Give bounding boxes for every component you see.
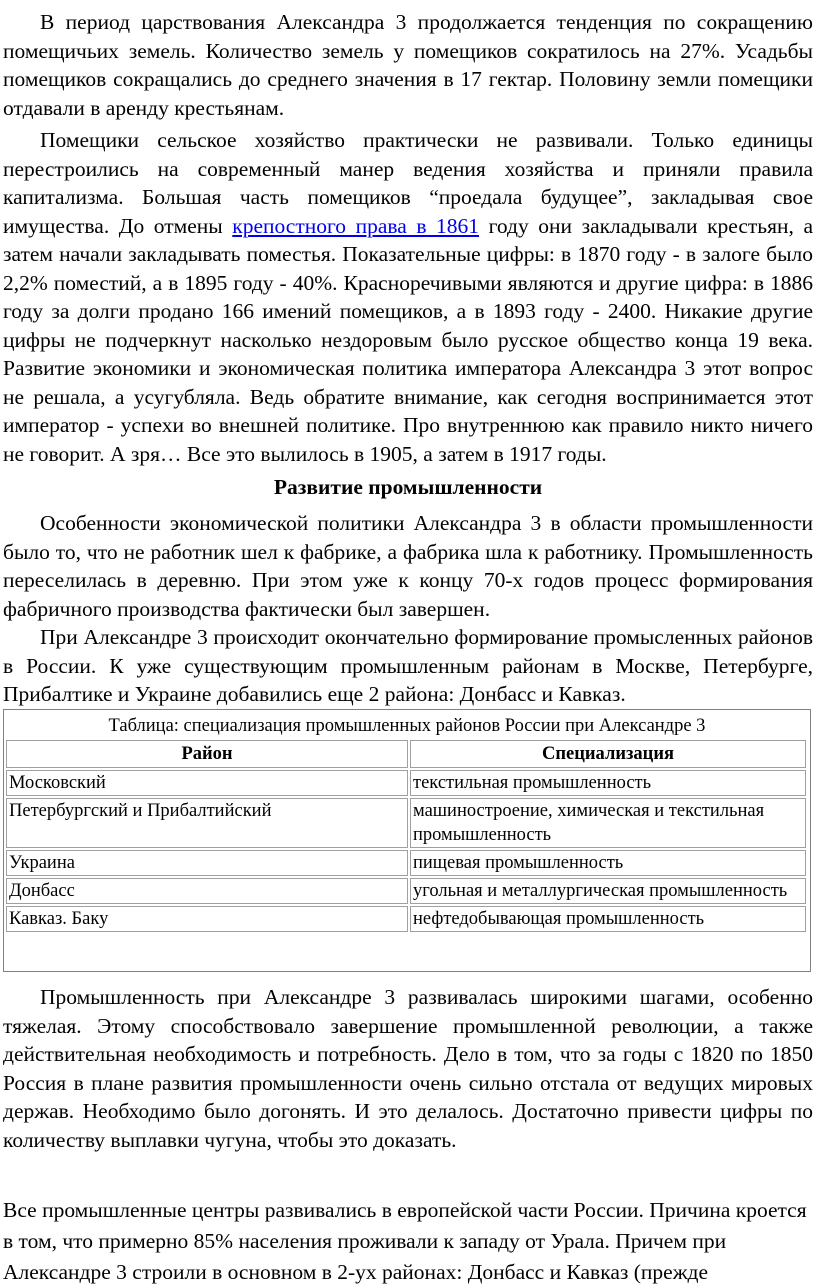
table-row: [6, 906, 806, 932]
table-row: [6, 770, 806, 796]
table-row: [6, 878, 806, 904]
paragraph-heavy-industry: Промышленность при Александре 3 развивалась широкими шагами, особенно тяжелая. Этому способствовало завершение промышленной революции, а также действительная необходимость и потребность. Дело в том, что за годы с 1820 по 1850 Россия в плане развития промышленности очень сильно отстала от ведущих мировых держав. Необходимо было догонять. И это делалось. Достаточно привести цифры по количеству выплавки чугуна, чтобы это доказать.: [3, 985, 813, 1152]
paragraph-industry-policy: Особенности экономической политики Александра 3 в области промышленности было то, что не работник шел к фабрике, а фабрика шла к работнику. Промышленность переселилась в деревню. При этом уже к концу 70-х годов процесс формирования фабричного производства фактически был завершен.: [3, 511, 813, 621]
table-cell: Московский: [6, 770, 408, 796]
column-header-region: Район: [6, 740, 408, 768]
paragraph-text: Помещики сельское хозяйство практически не развивали. Только единицы перестроились на современный манер ведения хозяйства и приняли правила капитализма. Большая часть помещиков “проедала будущее”, закладывая свое имущества. До отмены: [3, 128, 813, 238]
table-cell: текстильная промышленность: [410, 770, 806, 796]
table-cell: Украина: [6, 850, 408, 876]
regions-table: [4, 738, 808, 934]
table-cell: Кавказ. Баку: [6, 906, 408, 932]
paragraph-industrial-regions: При Александре 3 происходит окончательно формирование промысленных районов в России. К уже существующим промышленным районам в Москве, Петербурге, Прибалтике и Украине добавились еще 2 района: Донбасс и Кавказ.: [3, 625, 813, 706]
paragraph-landowners: [3, 126, 813, 468]
paragraph-industrial-centers: Все промышленные центры развивались в европейской части России. Причина кроется в том, что примерно 85% населения проживали к западу от Урала. Причем при Александре 3 строили в основном в 2-ух районах: Донбасс и Кавказ (прежде: [3, 1197, 807, 1284]
paragraph-land-reduction: В период царствования Александра 3 продолжается тенденция по сокращению помещичьих земель. Количество земель у помещиков сократилось на 27%. Усадьбы помещиков сокращались до среднего значения в 17 гектар. Половину земли помещики отдавали в аренду крестьянам.: [3, 10, 813, 120]
column-header-specialization: Специализация: [410, 740, 806, 768]
table-cell: Петербургский и Прибалтийский: [6, 798, 408, 848]
table-caption: Таблица: специализация промышленных районов России при Александре 3: [108, 716, 706, 736]
table-cell: Донбасс: [6, 878, 408, 904]
serfdom-link[interactable]: крепостного права в 1861: [232, 213, 480, 238]
table-header-row: [6, 740, 806, 768]
table-cell: пищевая промышленность: [410, 850, 806, 876]
table-cell: угольная и металлургическая промышленность: [410, 878, 806, 904]
table-row: [6, 850, 806, 876]
table-row: [6, 798, 806, 848]
paragraph-text: году они закладывали крестьян, а затем начали закладывать поместья. Показательные цифры: в 1870 году - в залоге было 2,2% поместий, а в 1895 году - 40%. Красноречивыми являются и другие цифра: в 1886 году за долги продано 166 имений помещиков, а в 1893 году - 2400. Никакие другие цифры не подчеркнут насколько нездоровым было русское общество конца 19 века. Развитие экономики и экономическая политика императора Александра 3 этот вопрос не решала, а усугубляла. Ведь обратите внимание, как сегодня воспринимается этот император - успехи во внешней политике. Про внутреннюю как правило никто ничего не говорит. А зря… Все это вылилось в 1905, а затем в 1917 годы.: [3, 213, 813, 466]
table-cell: нефтедобывающая промышленность: [410, 906, 806, 932]
table-cell: машиностроение, химическая и текстильная промышленность: [410, 798, 806, 848]
section-heading: Развитие промышленности: [273, 475, 543, 499]
regions-table-frame: [3, 709, 811, 972]
